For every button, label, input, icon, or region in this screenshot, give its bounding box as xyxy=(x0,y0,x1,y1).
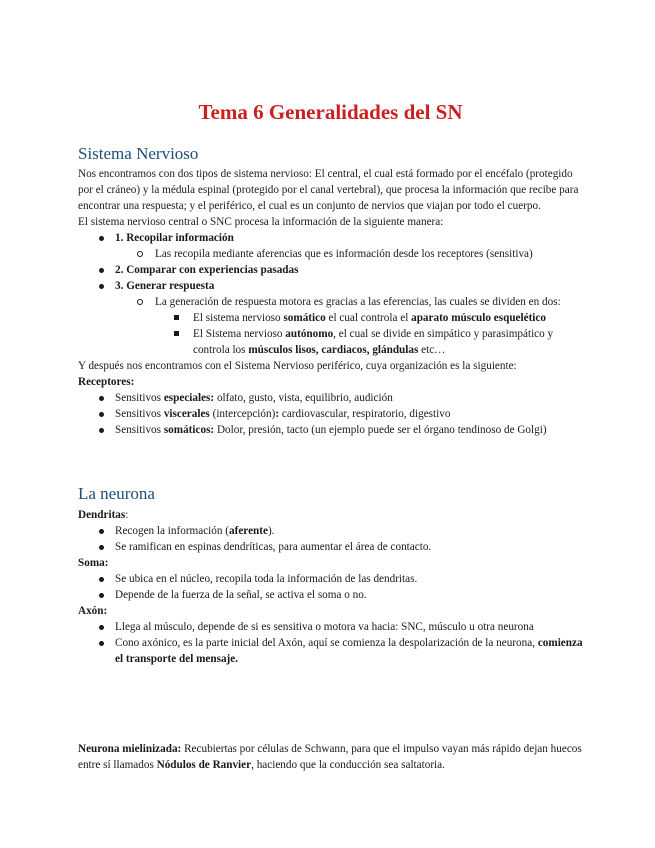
list-item: Cono axónico, es la parte inicial del Axón, aquí se comienza la despolarización de la neurona, comienza el transporte del mensaje. xyxy=(78,635,583,667)
page-title: Tema 6 Generalidades del SN xyxy=(198,100,463,124)
list-item: Recogen la información (aferente). xyxy=(78,523,583,539)
section-heading-la-neurona: La neurona xyxy=(78,484,155,503)
bullet-icon xyxy=(99,428,104,433)
axon-list xyxy=(78,619,583,667)
list-item: El sistema nervioso somático el cual controla el aparato músculo esquelético xyxy=(78,310,583,326)
peripheral-paragraph: Y después nos encontramos con el Sistema Nervioso periférico, cuya organización es la siguiente: xyxy=(78,360,517,372)
square-bullet-icon xyxy=(174,315,179,320)
square-bullet-icon xyxy=(174,331,179,336)
dendritas-list xyxy=(78,523,583,555)
list-item: 3. Generar respuesta xyxy=(78,278,583,294)
bullet-icon xyxy=(99,284,104,289)
list-item: Sensitivos somáticos: Dolor, presión, tacto (un ejemplo puede ser el órgano tendinoso de Golgi) xyxy=(78,422,583,438)
receptors-list xyxy=(78,390,583,438)
list-item: 2. Comparar con experiencias pasadas xyxy=(78,262,583,278)
soma-label: Soma: xyxy=(78,557,109,569)
bullet-icon xyxy=(99,236,104,241)
circle-bullet-icon xyxy=(137,299,143,305)
list-item: Se ubica en el núcleo, recopila toda la información de las dendritas. xyxy=(78,571,583,587)
receptors-label: Receptores: xyxy=(78,376,135,388)
myelinated-neuron-paragraph: Neurona mielinizada: Recubiertas por células de Schwann, para que el impulso vayan más rápido dejan huecos entre sí llamados Nódulos de Ranvier, haciendo que la conducción sea saltatoria. xyxy=(78,743,582,771)
axon-label: Axón: xyxy=(78,605,108,617)
list-item: 1. Recopilar información xyxy=(78,230,583,246)
section-la-neurona xyxy=(78,507,583,667)
list-item: La generación de respuesta motora es gracias a las eferencias, las cuales se dividen en dos: xyxy=(78,294,583,310)
snc-paragraph: El sistema nervioso central o SNC procesa la información de la siguiente manera: xyxy=(78,216,444,228)
snc-steps-list xyxy=(78,230,583,358)
bullet-icon xyxy=(99,577,104,582)
list-item: Sensitivos viscerales (intercepción): cardiovascular, respiratorio, digestivo xyxy=(78,406,583,422)
list-item: El Sistema nervioso autónomo, el cual se divide en simpático y parasimpático y controla los músculos lisos, cardiacos, glándulas etc… xyxy=(78,326,583,358)
bullet-icon xyxy=(99,529,104,534)
list-item: Llega al músculo, depende de si es sensitiva o motora va hacia: SNC, músculo u otra neurona xyxy=(78,619,583,635)
circle-bullet-icon xyxy=(137,251,143,257)
list-item: Sensitivos especiales: olfato, gusto, vista, equilibrio, audición xyxy=(78,390,583,406)
section-sistema-nervioso xyxy=(78,166,583,438)
bullet-icon xyxy=(99,545,104,550)
bullet-icon xyxy=(99,412,104,417)
bullet-icon xyxy=(99,593,104,598)
bullet-icon xyxy=(99,625,104,630)
dendritas-label: Dendritas: xyxy=(78,509,129,521)
list-item: Las recopila mediante aferencias que es información desde los receptores (sensitiva) xyxy=(78,246,583,262)
section-heading-sistema-nervioso: Sistema Nervioso xyxy=(78,144,199,163)
intro-paragraph: Nos encontramos con dos tipos de sistema nervioso: El central, el cual está formado por el encéfalo (protegido por el cráneo) y la médula espinal (protegido por el canal vertebral), que procesa la información que recibe para encontrar una respuesta; y el periférico, el cual es un conjunto de nervios que viajan por todo el cuerpo. xyxy=(78,168,579,212)
bullet-icon xyxy=(99,268,104,273)
bullet-icon xyxy=(99,396,104,401)
list-item: Depende de la fuerza de la señal, se activa el soma o no. xyxy=(78,587,583,603)
soma-list xyxy=(78,571,583,603)
list-item: Se ramifican en espinas dendríticas, para aumentar el área de contacto. xyxy=(78,539,583,555)
bullet-icon xyxy=(99,641,104,646)
